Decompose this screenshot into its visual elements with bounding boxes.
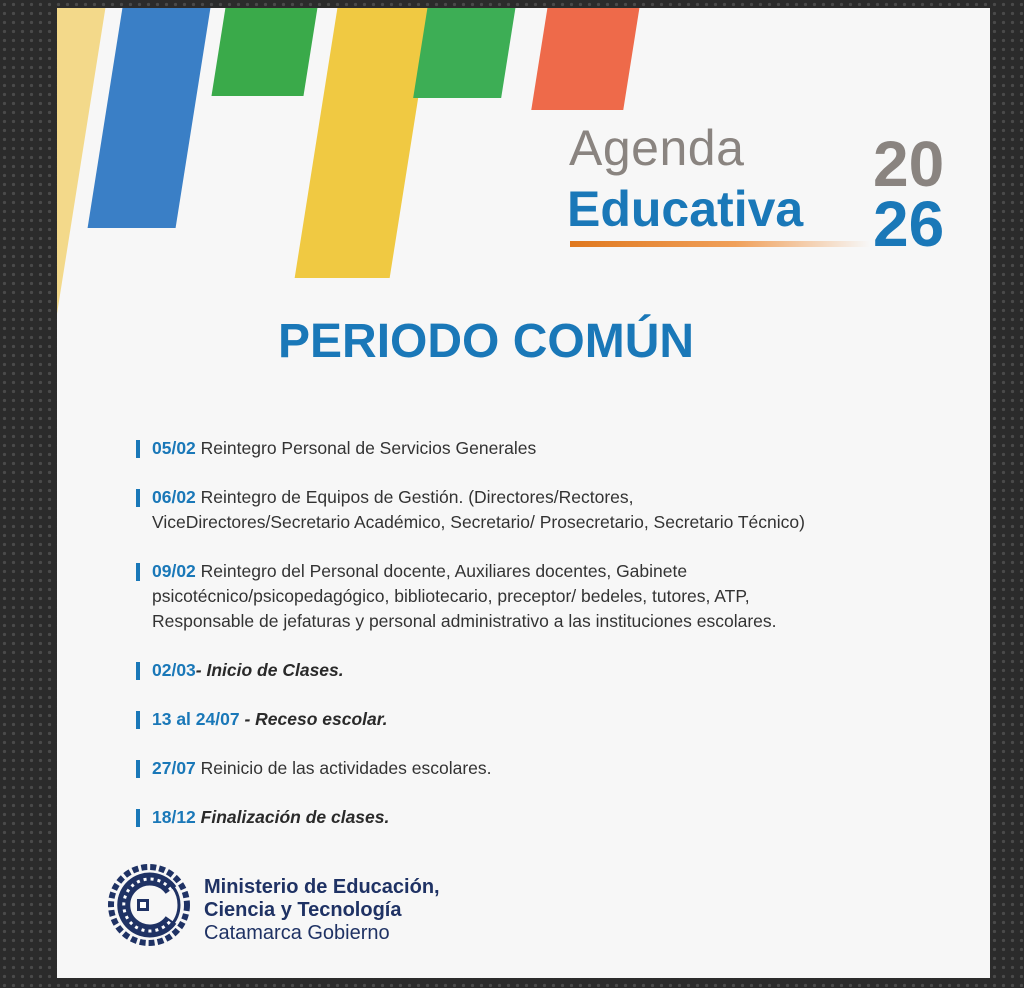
event-text [152, 756, 964, 781]
bullet-bar [136, 563, 140, 581]
event-date: 05/02 [152, 438, 196, 458]
stripe-blue [88, 8, 212, 228]
event-item [134, 805, 964, 830]
title-underline [570, 241, 870, 247]
event-description: Receso escolar. [255, 709, 388, 729]
ministry-line-1: Ministerio de Educación, [204, 876, 440, 898]
event-date: 09/02 [152, 561, 196, 581]
event-text [152, 707, 964, 732]
event-description: Reintegro del Personal docente, Auxiliares docentes, Gabinete psicotécnico/psicopedagógico, bibliotecario, preceptor/ bedeles, tutores, ATP, Responsable de jefaturas y personal administrativo a las instituciones escolares. [152, 561, 777, 631]
stripe-yellow-center [295, 8, 434, 278]
stripe-orange [531, 8, 641, 110]
event-item [134, 559, 964, 634]
ministry-name [204, 876, 440, 945]
ministry-line-2: Ciencia y Tecnología [204, 899, 402, 921]
event-description: Reintegro Personal de Servicios Generales [200, 438, 537, 458]
event-list [134, 436, 964, 854]
event-date: 06/02 [152, 487, 196, 507]
event-separator: - [195, 660, 207, 680]
event-date: 27/07 [152, 758, 196, 778]
event-text [152, 805, 964, 830]
bullet-bar [136, 809, 140, 827]
event-item [134, 485, 964, 535]
agenda-title: Agenda [569, 120, 745, 176]
bullet-bar [136, 489, 140, 507]
event-item [134, 756, 964, 781]
bullet-bar [136, 440, 140, 458]
event-date: 18/12 [152, 807, 196, 827]
event-item [134, 658, 964, 683]
event-description: Reintegro de Equipos de Gestión. (Directores/Rectores, ViceDirectores/Secretario Académico, Secretario/ Prosecretario, Secretario Técnico) [152, 487, 805, 532]
event-separator: - [239, 709, 256, 729]
catamarca-c-logo-icon [107, 863, 191, 947]
agenda-poster [57, 8, 990, 978]
event-description: Inicio de Clases. [206, 660, 344, 680]
educativa-title: Educativa [567, 181, 804, 237]
event-description: Finalización de clases. [200, 807, 390, 827]
stripe-green-left [211, 8, 319, 96]
stripe-green-right [413, 8, 517, 98]
event-date: 02/03 [152, 660, 196, 680]
event-item [134, 436, 964, 461]
bullet-bar [136, 662, 140, 680]
event-text [152, 658, 964, 683]
year-bottom: 26 [873, 188, 945, 260]
bullet-bar [136, 760, 140, 778]
event-description: Reinicio de las actividades escolares. [200, 758, 492, 778]
event-text [152, 436, 964, 461]
event-text [152, 559, 964, 634]
ministry-line-3: Catamarca Gobierno [204, 922, 390, 944]
event-item [134, 707, 964, 732]
bullet-bar [136, 711, 140, 729]
year-top: 20 [873, 128, 945, 200]
event-text [152, 485, 964, 535]
page-heading: PERIODO COMÚN [278, 315, 695, 368]
event-date: 13 al 24/07 [152, 709, 240, 729]
